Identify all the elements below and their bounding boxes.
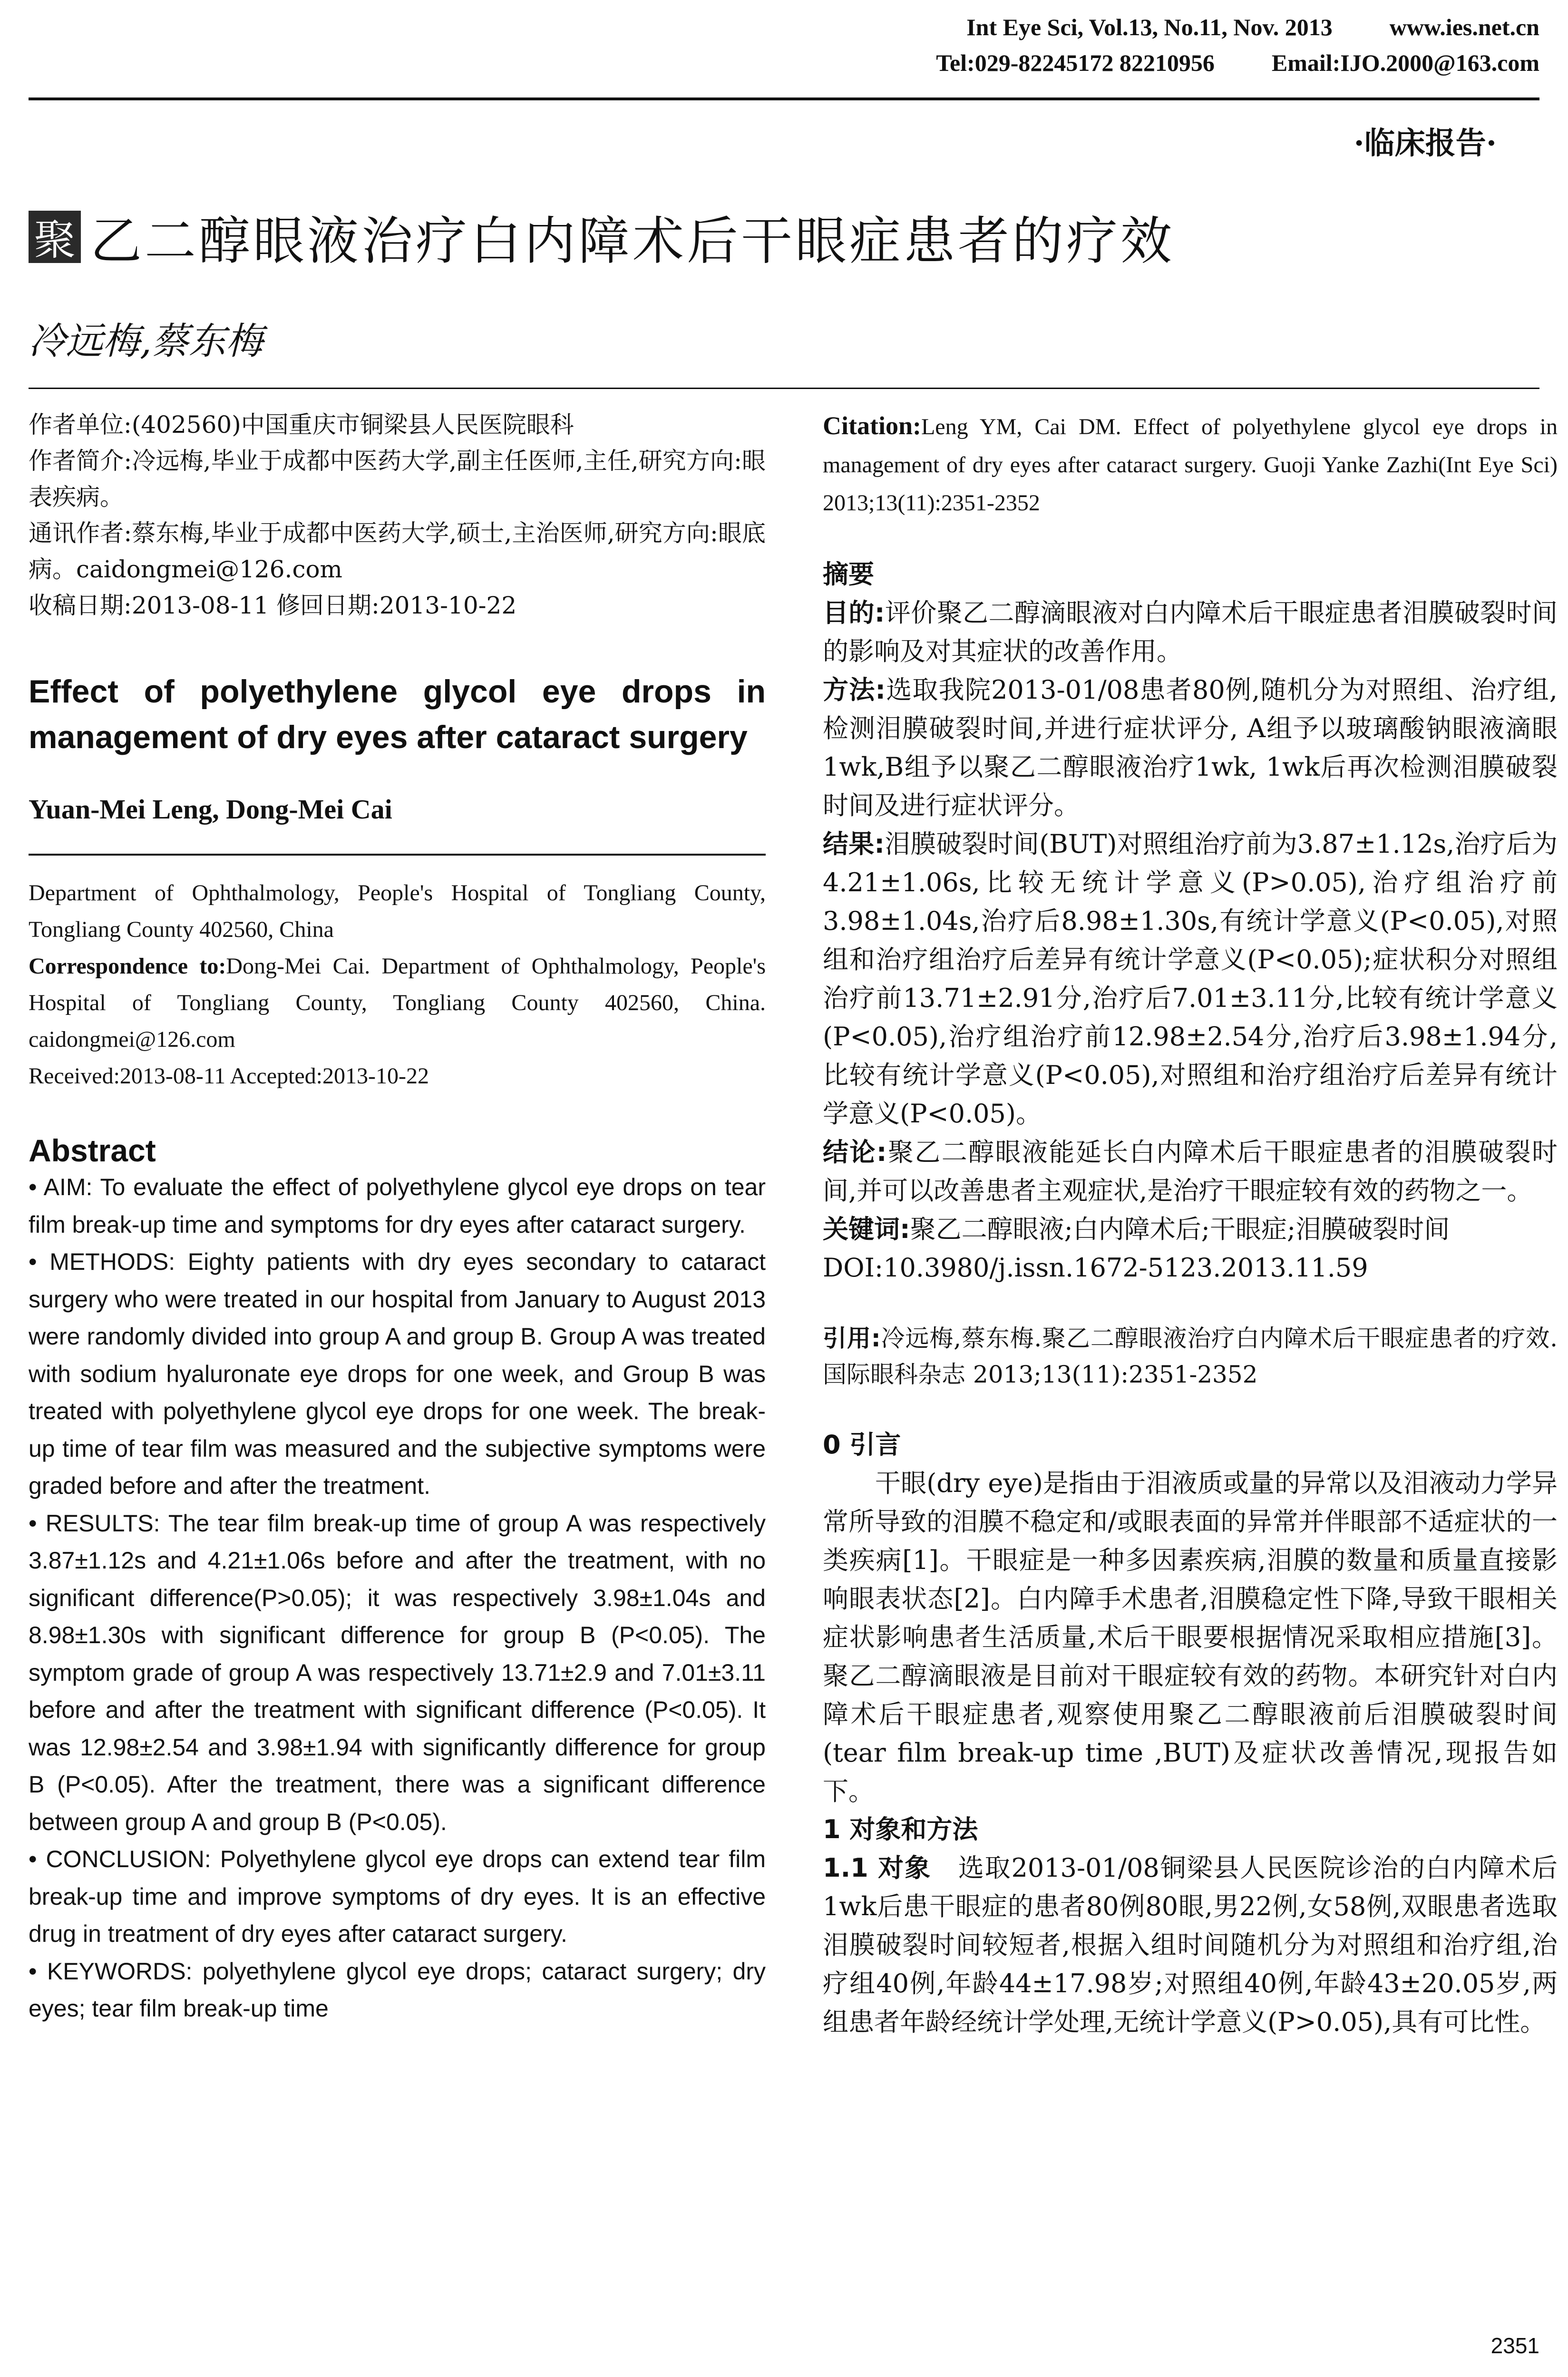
correspondence-text: Dong-Mei Cai. Department of Ophthalmology, People's Hospital of Tongliang County, Tongliang County 402560, China. caidongmei@126.com [29,954,766,1052]
author-info-block [29,407,766,623]
citation-cn-label: 引用: [823,1325,881,1352]
abstract-cn-methods [823,671,1558,825]
citation-cn-text: 冷远梅,蔡东梅.聚乙二醇眼液治疗白内障术后干眼症患者的疗效.国际眼科杂志 2013;13(11):2351-2352 [823,1325,1558,1388]
keywords-label-cn: 关键词: [823,1214,910,1244]
corresponding-author-cn: 通讯作者:蔡东梅,毕业于成都中医药大学,硕士,主治医师,研究方向:眼底病。caidongmei@126.com [29,519,766,583]
aim-label-cn: 目的: [823,598,885,628]
aim-text-cn: 评价聚乙二醇滴眼液对白内障术后干眼症患者泪膜破裂时间的影响及对其症状的改善作用。 [823,598,1558,666]
citation-en [823,407,1558,522]
article-title-row [29,200,1175,273]
department: Department of Ophthalmology, People's Hospital of Tongliang County, Tongliang County 402560, China [29,880,766,942]
abstract-results: • RESULTS: The tear film break-up time of group A was respectively 3.87±1.12s and 4.21±1.06s before and after the treatment, with no significant difference(P>0.05); it was respectively 3.98±1.04s and 8.98±1.30s with significant difference for group B (P<0.05). The symptom grade of group A was respectively 13.71±2.9 and 7.01±3.11 before and after the treatment with significant difference (P<0.05). It was 12.98±2.54 and 3.98±1.94 with significantly difference for group B (P<0.05). After the treatment, there was a significant difference between group A and group B (P<0.05). [29,1510,766,1835]
citation-cn [823,1320,1558,1393]
abstract-cn-conclusion [823,1133,1558,1210]
subjects-paragraph [823,1849,1558,2041]
correspondence-label: Correspondence to: [29,954,226,979]
affiliation-cn: 作者单位:(402560)中国重庆市铜梁县人民医院眼科 [29,411,574,438]
english-affiliation-block [29,875,766,1094]
citation-text: Leng YM, Cai DM. Effect of polyethylene glycol eye drops in management of dry eyes after cataract surgery. Guoji Yanke Zazhi(Int Eye Sci) 2013;13(11):2351-2352 [823,414,1558,516]
authors-cn: 冷远梅,蔡东梅 [29,320,263,363]
abstract-conclusion: • CONCLUSION: Polyethylene glycol eye drops can extend tear film break-up time and improve symptoms of dry eyes. It is an effective drug in treatment of dry eyes after cataract surgery. [29,1846,766,1947]
subjects-body [823,1849,1558,2041]
results-text-cn: 泪膜破裂时间(BUT)对照组治疗前为3.87±1.12s,治疗后为4.21±1.06s,比较无统计学意义(P>0.05),治疗组治疗前3.98±1.04s,治疗后8.98±1.30s,有统计学意义(P<0.05),对照组和治疗组治疗后差异有统计学意义(P<0.05);症状积分对照组治疗前13.71±2.91分,治疗后7.01±3.11分,比较有统计学意义(P<0.05),治疗组治疗前12.98±2.54分,治疗后3.98±1.94分,比较有统计学意义(P<0.05),对照组和治疗组治疗后差异有统计学意义(P<0.05)。 [823,829,1558,1129]
abstract-cn-keywords [823,1210,1558,1248]
journal-email: Email:IJO.2000@163.com [1271,49,1539,76]
subjects-label: 1.1 对象 [823,1853,931,1883]
subjects-text: 选取2013-01/08铜梁县人民医院诊治的白内障术后1wk后患干眼症的患者80例80眼,男22例,女58例,双眼患者选取泪膜破裂时间较短者,根据入组时间随机分为对照组和治疗组,治疗组40例,年龄44±17.98岁;对照组40例,年龄43±20.05岁,两组患者年龄经统计学处理,无统计学意义(P>0.05),具有可比性。 [823,1853,1558,2037]
conclusion-text-cn: 聚乙二醇眼液能延长白内障术后干眼症患者的泪膜破裂时间,并可以改善患者主观症状,是治疗干眼症较有效的药物之一。 [823,1137,1558,1206]
intro-body [823,1464,1558,1811]
methods-text-cn: 选取我院2013-01/08患者80例,随机分为对照组、治疗组,检测泪膜破裂时间,并进行症状评分, A组予以玻璃酸钠眼液滴眼1wk,B组予以聚乙二醇眼液治疗1wk, 1wk后再次检测泪膜破裂时间及进行症状评分。 [823,675,1558,820]
intro-heading: 0 引言 [823,1430,901,1460]
left-column [29,407,766,2027]
abstract-methods: • METHODS: Eighty patients with dry eyes secondary to cataract surgery who were treated in our hospital from January to August 2013 were randomly divided into group A and group B. Group A was treated with sodium hyaluronate eye drops for one week, and Group B was treated with polyethylene glycol eye drops for one week. The break-up time of tear film was measured and the subjective symptoms were graded before and after the treatment. [29,1248,766,1499]
abstract-cn-results [823,825,1558,1133]
abstract-body [29,1169,766,2027]
intro-paragraph: 干眼(dry eye)是指由于泪液质或量的异常以及泪液动力学异常所导致的泪膜不稳定和/或眼表面的异常并伴眼部不适症状的一类疾病[1]。干眼症是一种多因素疾病,泪膜的数量和质量直接影响眼表状态[2]。白内障手术患者,泪膜稳定性下降,导致干眼相关症状影响患者生活质量,术后干眼要根据情况采取相应措施[3]。聚乙二醇滴眼液是目前对干眼症较有效的药物。本研究针对白内障术后干眼症患者,观察使用聚乙二醇眼液前后泪膜破裂时间(tear film break-up time ,BUT)及症状改善情况,现报告如下。 [823,1468,1558,1806]
received-accepted: Received:2013-08-11 Accepted:2013-10-22 [29,1063,429,1089]
abstract-aim: • AIM: To evaluate the effect of polyethylene glycol eye drops on tear film break-up time and symptoms for dry eyes after cataract surgery. [29,1174,766,1238]
methods-label-cn: 方法: [823,675,886,705]
english-title: Effect of polyethylene glycol eye drops in management of dry eyes after cataract surgery [29,673,766,755]
right-column [823,407,1558,2041]
abstract-keywords: • KEYWORDS: polyethylene glycol eye drops; cataract surgery; dry eyes; tear film break-up time [29,1958,766,2022]
methods-heading: 1 对象和方法 [823,1814,978,1844]
article-title: 乙二醇眼液治疗白内障术后干眼症患者的疗效 [90,212,1175,271]
abstract-cn-body [823,594,1558,1287]
results-label-cn: 结果: [823,829,885,859]
english-authors-rule [29,854,766,856]
dates-cn: 收稿日期:2013-08-11 修回日期:2013-10-22 [29,592,517,619]
journal-citation: Int Eye Sci, Vol.13, No.11, Nov. 2013 [966,14,1333,40]
running-header-line-1 [966,10,1539,45]
page-number: 2351 [1490,2333,1539,2358]
doi: DOI:10.3980/j.issn.1672-5123.2013.11.59 [823,1253,1368,1283]
journal-tel: Tel:029-82245172 82210956 [936,49,1215,76]
header-rule [29,97,1539,100]
abstract-cn-aim [823,594,1558,671]
running-header-line-2 [936,45,1539,81]
conclusion-label-cn: 结论: [823,1137,887,1167]
english-authors: Yuan-Mei Leng, Dong-Mei Cai [29,794,392,825]
abstract-heading: Abstract [29,1133,156,1168]
citation-label: Citation: [823,411,921,440]
journal-website: www.ies.net.cn [1389,14,1539,40]
title-initial-mark: 聚 [29,211,81,263]
keywords-text-cn: 聚乙二醇眼液;白内障术后;干眼症;泪膜破裂时间 [910,1214,1450,1244]
bio-cn: 作者简介:冷远梅,毕业于成都中医药大学,副主任医师,主任,研究方向:眼表疾病。 [29,447,766,511]
title-rule [29,388,1539,389]
correspondence [29,948,766,1058]
section-tag: ·临床报告· [1354,126,1497,161]
abstract-cn-heading: 摘要 [823,559,874,589]
